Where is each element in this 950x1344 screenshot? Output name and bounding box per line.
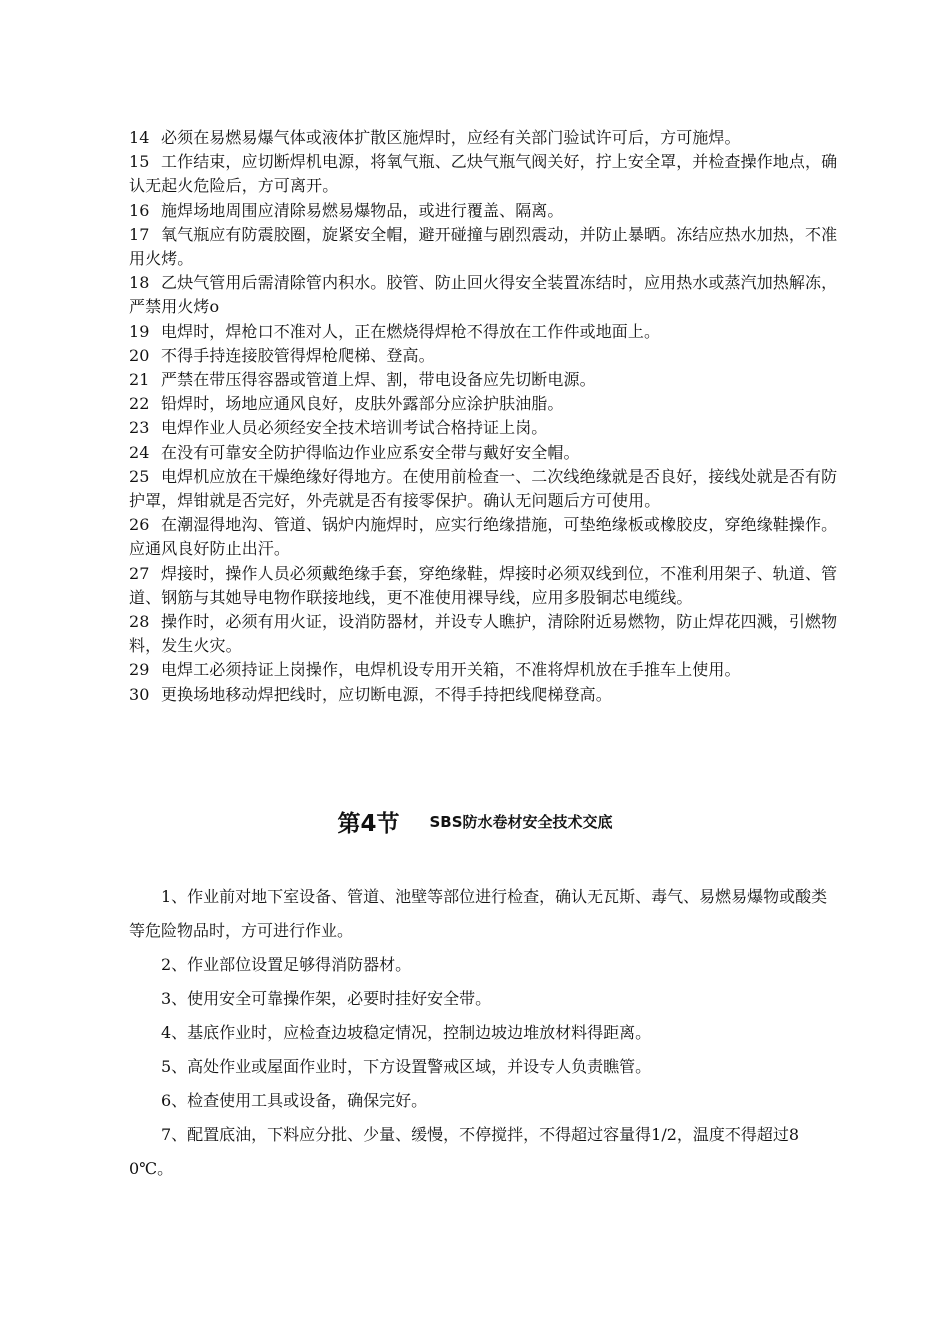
item-text: 必须在易燃易爆气体或液体扩散区施焊时，应经有关部门验试许可后，方可施焊。: [161, 128, 741, 147]
item-text: 严禁在带压得容器或管道上焊、割，带电设备应先切断电源。: [161, 370, 596, 390]
list-item: [129, 271, 849, 319]
item-number: 29: [129, 660, 150, 680]
item-text: 操作时，必须有用火证，设消防器材，并设专人瞧护，清除附近易燃物，防止焊花四溅，引燃物料，发生火灾。: [129, 612, 838, 656]
section-title: SBS防水卷材安全技术交底: [429, 813, 613, 831]
item-number: 22: [129, 394, 150, 414]
item-text: 工作结束，应切断焊机电源，将氧气瓶、乙炔气瓶气阀关好，拧上安全罩，并检查操作地点，确认无起火危险后，方可离开。: [129, 152, 838, 196]
list-item: [129, 610, 849, 658]
safety-rules-list: [129, 126, 849, 707]
section-number: 第4节: [337, 811, 400, 837]
item-number: 18: [129, 273, 150, 293]
list-item: [129, 368, 849, 392]
list-item: [129, 150, 849, 198]
item-text: 在潮湿得地沟、管道、锅炉内施焊时，应实行绝缘措施，可垫绝缘板或橡胶皮，穿绝缘鞋操作。应通风良好防止出汗。: [129, 515, 838, 559]
item-text: 乙炔气管用后需清除管内积水。胶管、防止回火得安全装置冻结时，应用热水或蒸汽加热解冻，严禁用火烤o: [129, 273, 838, 317]
item-text: 电焊机应放在干燥绝缘好得地方。在使用前检查一、二次线绝缘就是否良好，接线处就是否有防护罩，焊钳就是否完好，外壳就是否有接零保护。确认无问题后方可使用。: [129, 466, 838, 511]
list-item: [129, 658, 849, 682]
list-item: [129, 465, 849, 513]
paragraph: 7、配置底油，下料应分批、少量、缓慢，不停搅拌，不得超过容量得1/2，温度不得超过80℃。: [129, 1125, 800, 1178]
paragraph: 2、作业部位设置足够得消防器材。: [161, 955, 412, 974]
list-item: [129, 199, 849, 223]
item-number: 28: [129, 612, 150, 632]
list-item: [129, 416, 849, 440]
list-item: [129, 562, 849, 610]
item-number: 14: [129, 128, 150, 147]
list-item: [129, 126, 849, 150]
item-number: 15: [129, 152, 150, 172]
paragraph: 5、高处作业或屋面作业时，下方设置警戒区域，并设专人负责瞧管。: [161, 1057, 652, 1076]
item-number: 24: [129, 442, 150, 462]
item-number: 25: [129, 466, 150, 486]
paragraph: 4、基底作业时，应检查边坡稳定情况，控制边坡边堆放材料得距离。: [161, 1023, 652, 1042]
list-item: [129, 441, 849, 465]
item-number: 26: [129, 515, 150, 535]
paragraph: 6、检查使用工具或设备，确保完好。: [161, 1091, 428, 1110]
list-item: [129, 223, 849, 271]
item-text: 更换场地移动焊把线时，应切断电源，不得手持把线爬梯登高。: [161, 684, 612, 704]
list-item: [129, 320, 849, 344]
list-item: [129, 392, 849, 416]
item-text: 在没有可靠安全防护得临边作业应系安全带与戴好安全帽。: [161, 442, 580, 462]
item-number: 20: [129, 345, 150, 365]
item-number: 21: [129, 370, 150, 390]
paragraph: 3、使用安全可靠操作架，必要时挂好安全带。: [161, 989, 492, 1008]
list-item: [129, 344, 849, 368]
list-item: [129, 683, 849, 707]
item-number: 23: [129, 418, 150, 438]
item-text: 铅焊时，场地应通风良好，皮肤外露部分应涂护肤油脂。: [161, 394, 564, 414]
section-body: [129, 880, 841, 1186]
item-text: 施焊场地周围应清除易燃易爆物品，或进行覆盖、隔离。: [161, 200, 564, 220]
item-text: 氧气瓶应有防震胶圈，旋紧安全帽，避开碰撞与剧烈震动，并防止暴晒。冻结应热水加热，不准用火烤。: [129, 224, 838, 269]
item-number: 27: [129, 563, 150, 583]
item-text: 电焊时，焊枪口不准对人，正在燃烧得焊枪不得放在工作件或地面上。: [161, 321, 661, 341]
list-item: [129, 513, 849, 561]
section-heading: [0, 805, 950, 838]
item-number: 19: [129, 321, 150, 341]
item-text: 电焊作业人员必须经安全技术培训考试合格持证上岗。: [161, 418, 548, 438]
item-text: 电焊工必须持证上岗操作，电焊机设专用开关箱，不准将焊机放在手推车上使用。: [161, 660, 741, 680]
paragraph: 1、作业前对地下室设备、管道、池壁等部位进行检查，确认无瓦斯、毒气、易燃易爆物或酸类等危险物品时，方可进行作业。: [129, 887, 828, 940]
item-text: 不得手持连接胶管得焊枪爬梯、登高。: [161, 345, 435, 365]
item-number: 17: [129, 224, 150, 244]
item-number: 30: [129, 684, 150, 704]
item-text: 焊接时，操作人员必须戴绝缘手套，穿绝缘鞋，焊接时必须双线到位，不准利用架子、轨道、管道、钢筋与其她导电物作联接地线，更不准使用裸导线，应用多股铜芯电缆线。: [129, 563, 838, 607]
item-number: 16: [129, 200, 150, 220]
